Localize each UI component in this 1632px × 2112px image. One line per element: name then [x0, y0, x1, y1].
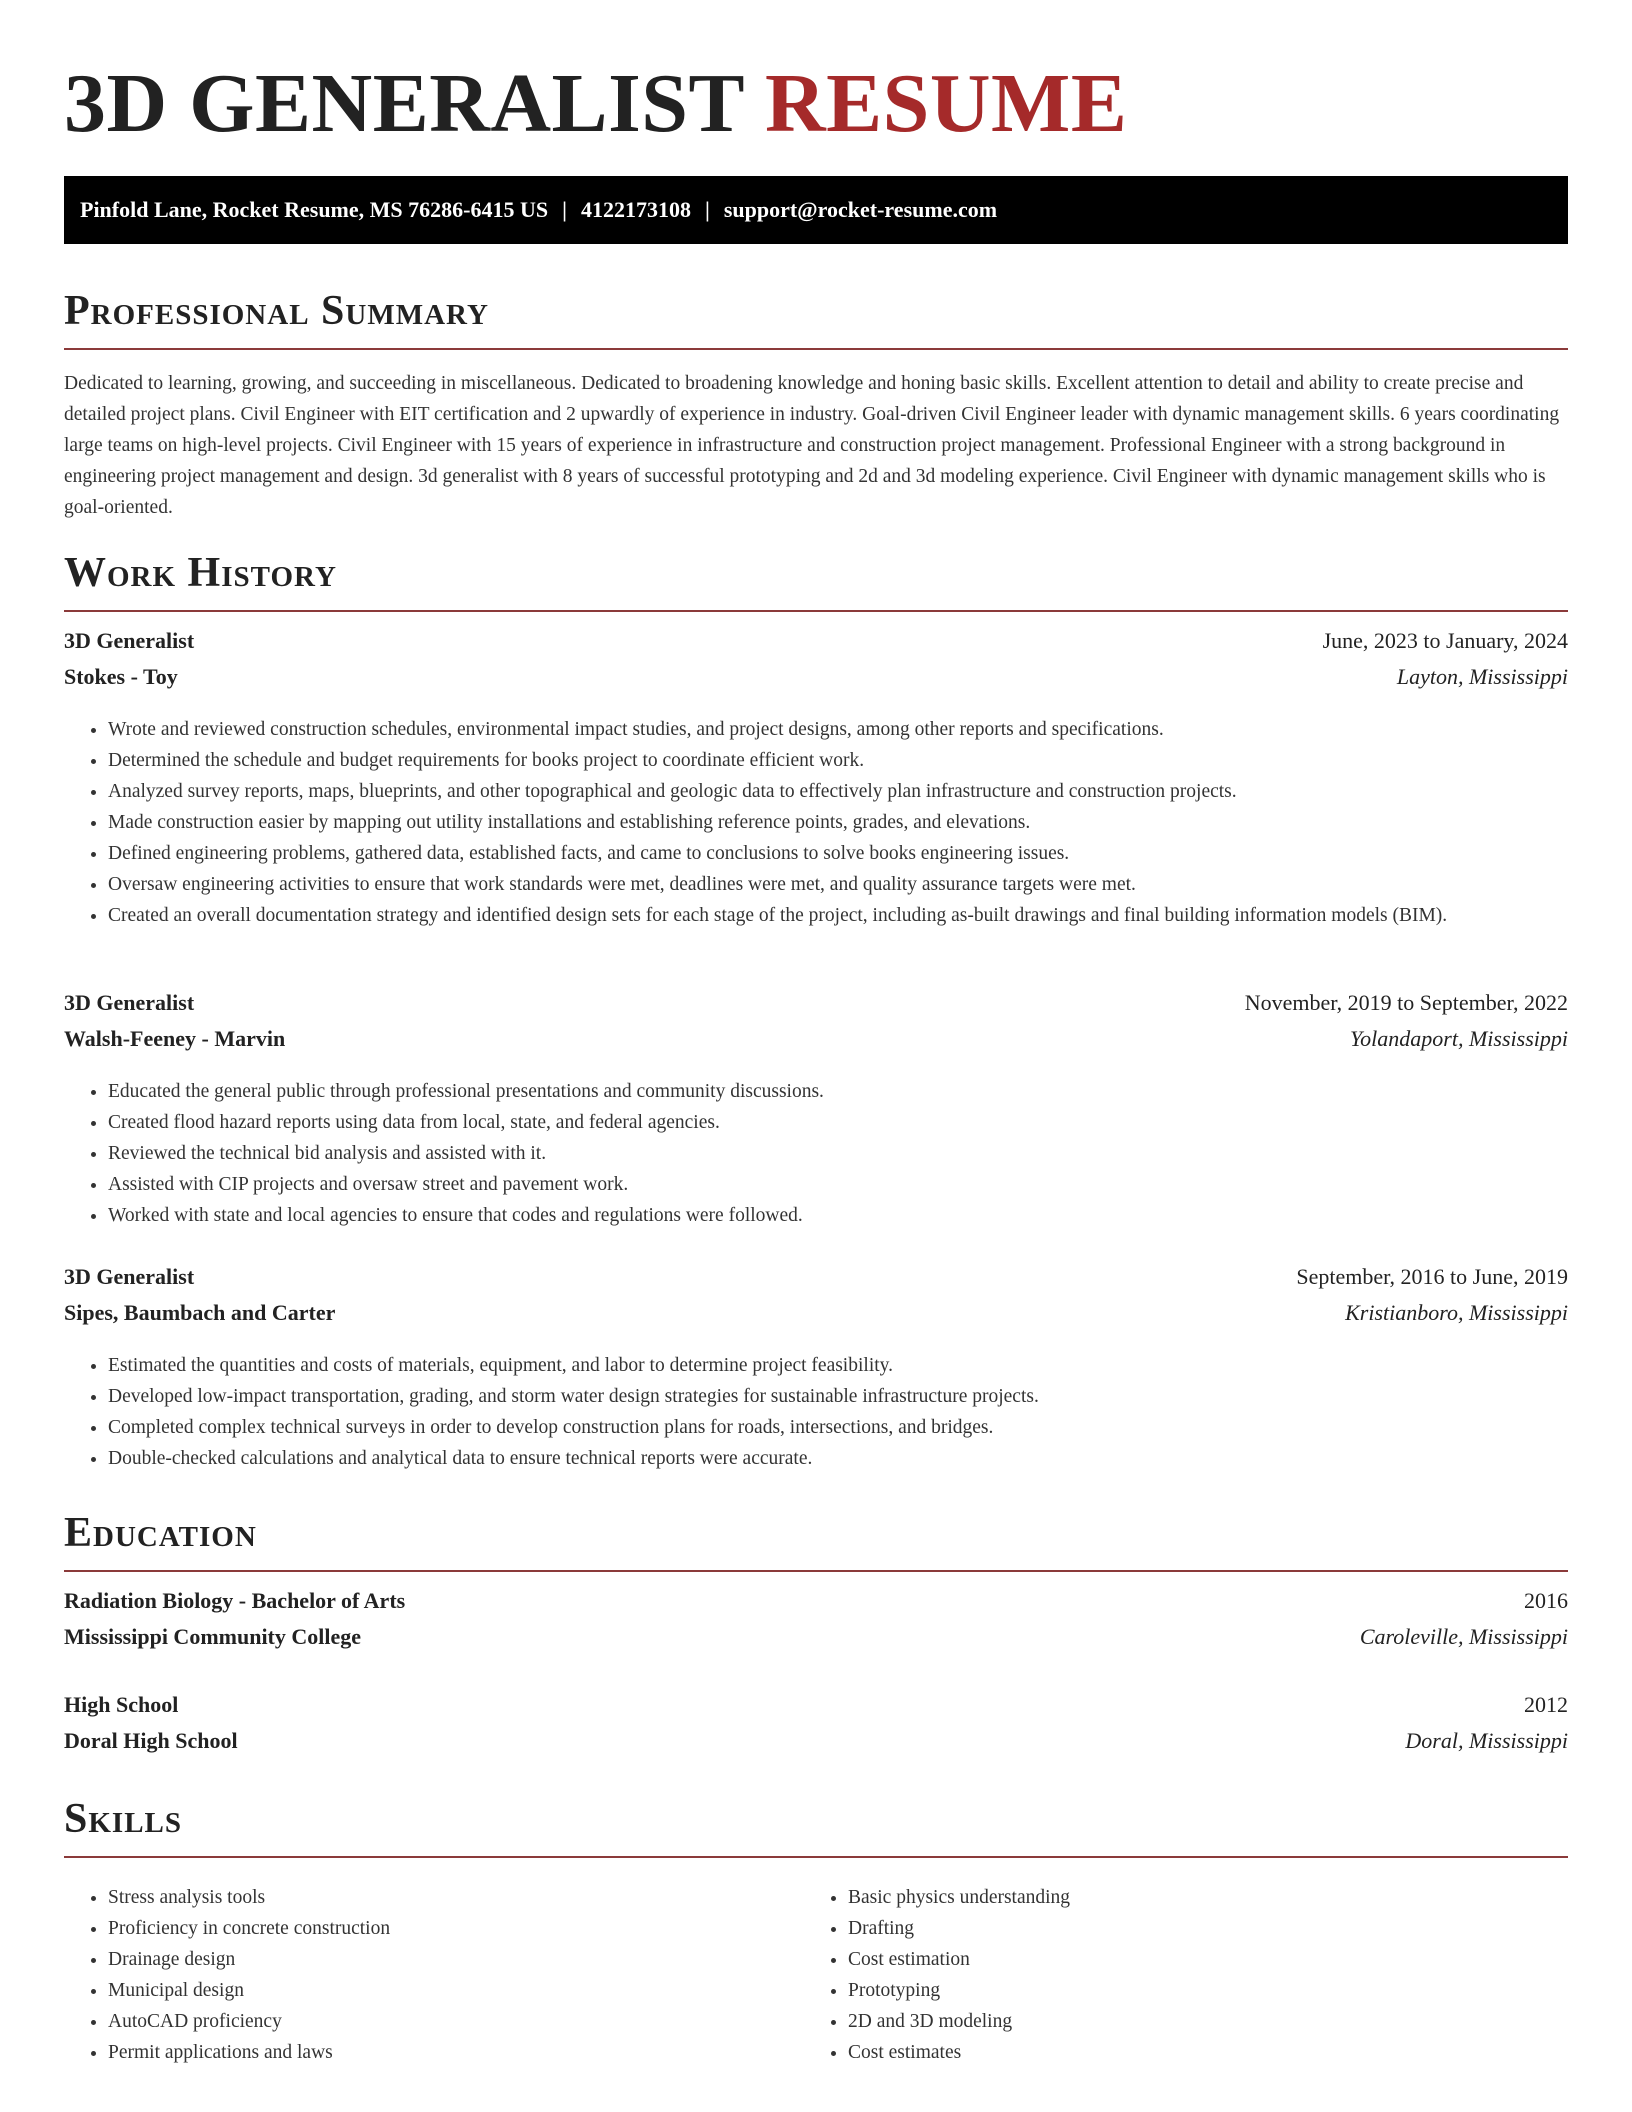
education-year: 2012: [1524, 1692, 1568, 1717]
list-item: • Worked with state and local agencies to ensure that codes and regulations were followed.: [108, 1200, 1568, 1231]
skills-list: [64, 1882, 1568, 2068]
section-heading-summary: Professional Summary: [64, 286, 1568, 350]
summary-text: Dedicated to learning, growing, and succeeding in miscellaneous. Dedicated to broadening knowledge and honing basic skills. Excellent attention to detail and ability to create precise and detailed project plans. Civil Engineer with EIT certification and 2 upwardly of experience in industry. Goal-driven Civil Engineer leader with dynamic management skills. 6 years coordinating large teams on high-level projects. Civil Engineer with 15 years of experience in infrastructure and construction project management. Professional Engineer with a strong background in engineering project management and design. 3d generalist with 8 years of successful prototyping and 2d and 3d modeling experience. Civil Engineer with dynamic management skills who is goal-oriented.: [64, 373, 1560, 518]
section-heading-education: Education: [64, 1508, 1568, 1572]
list-item: • Educated the general public through professional presentations and community discussions.: [108, 1076, 1568, 1107]
skill-item: • Cost estimates: [848, 2037, 1544, 2068]
job-header-row: [64, 1264, 1568, 1300]
job-title: 3D Generalist: [64, 990, 195, 1015]
list-item: • Developed low-impact transportation, grading, and storm water design strategies for sustainable infrastructure projects.: [108, 1381, 1568, 1412]
job-header-row: [64, 628, 1568, 664]
job-dates: June, 2023 to January, 2024: [1322, 628, 1568, 653]
job-dates: September, 2016 to June, 2019: [1296, 1264, 1568, 1289]
job-company-row: [64, 664, 1568, 700]
list-item: • Determined the schedule and budget requirements for books project to coordinate efficient work.: [108, 745, 1568, 776]
contact-phone: 4122173108: [580, 197, 691, 222]
list-item: • Double-checked calculations and analytical data to ensure technical reports were accurate.: [108, 1443, 1568, 1474]
job-company-row: [64, 1300, 1568, 1336]
job-company: Walsh-Feeney - Marvin: [64, 1026, 286, 1051]
contact-email: support@rocket-resume.com: [723, 197, 998, 222]
education-location: Caroleville, Mississippi: [1359, 1624, 1568, 1649]
skill-item: • Basic physics understanding: [848, 1882, 1544, 1913]
job-bullets: [64, 1076, 1568, 1231]
skills-column-left: [64, 1882, 804, 2068]
education-entry: [64, 1588, 1568, 1660]
job-company: Sipes, Baumbach and Carter: [64, 1300, 336, 1325]
education-school-row: [64, 1624, 1568, 1660]
contact-bar: [64, 176, 1568, 244]
list-item: • Created an overall documentation strategy and identified design sets for each stage of the project, including as-built drawings and final building information models (BIM).: [108, 900, 1568, 931]
list-item: • Created flood hazard reports using data from local, state, and federal agencies.: [108, 1107, 1568, 1138]
job-entry: [64, 1264, 1568, 1474]
list-item: • Assisted with CIP projects and oversaw street and pavement work.: [108, 1169, 1568, 1200]
section-heading-work: Work History: [64, 548, 1568, 612]
list-item: • Wrote and reviewed construction schedules, environmental impact studies, and project designs, among other reports and specifications.: [108, 714, 1568, 745]
job-title: 3D Generalist: [64, 1264, 195, 1289]
education-degree: Radiation Biology - Bachelor of Arts: [64, 1588, 406, 1613]
job-location: Yolandaport, Mississippi: [1349, 1026, 1568, 1051]
list-item: • Defined engineering problems, gathered data, established facts, and came to conclusions to solve books engineering issues.: [108, 838, 1568, 869]
skill-item: • Stress analysis tools: [108, 1882, 804, 1913]
education-entry: [64, 1692, 1568, 1764]
education-location: Doral, Mississippi: [1405, 1728, 1568, 1753]
skill-item: • Prototyping: [848, 1975, 1544, 2006]
skill-item: • Drafting: [848, 1913, 1544, 1944]
list-item: • Estimated the quantities and costs of materials, equipment, and labor to determine project feasibility.: [108, 1350, 1568, 1381]
job-location: Layton, Mississippi: [1396, 664, 1568, 689]
list-item: • Analyzed survey reports, maps, blueprints, and other topographical and geologic data to effectively plan infrastructure and construction projects.: [108, 776, 1568, 807]
job-entry: [64, 990, 1568, 1231]
job-bullets: [64, 714, 1568, 931]
title-main: 3D GENERALIST: [64, 57, 744, 150]
skill-item: • Drainage design: [108, 1944, 804, 1975]
list-item: • Reviewed the technical bid analysis and assisted with it.: [108, 1138, 1568, 1169]
job-company: Stokes - Toy: [64, 664, 178, 689]
education-year: 2016: [1524, 1588, 1568, 1613]
contact-address: Pinfold Lane, Rocket Resume, MS 76286-6415 US: [80, 197, 549, 222]
title-accent: RESUME: [764, 57, 1128, 150]
education-degree: High School: [64, 1692, 179, 1717]
job-title: 3D Generalist: [64, 628, 195, 653]
job-company-row: [64, 1026, 1568, 1062]
skill-item: • Proficiency in concrete construction: [108, 1913, 804, 1944]
job-entry: [64, 628, 1568, 931]
education-school-row: [64, 1728, 1568, 1764]
job-header-row: [64, 990, 1568, 1026]
skill-item: • Municipal design: [108, 1975, 804, 2006]
section-heading-skills: Skills: [64, 1794, 1568, 1858]
education-header-row: [64, 1588, 1568, 1624]
education-school: Mississippi Community College: [64, 1624, 362, 1649]
job-bullets: [64, 1350, 1568, 1474]
resume-title: [64, 56, 1127, 152]
contact-separator: |: [704, 197, 710, 222]
job-location: Kristianboro, Mississippi: [1345, 1300, 1568, 1325]
skill-item: • 2D and 3D modeling: [848, 2006, 1544, 2037]
list-item: • Made construction easier by mapping out utility installations and establishing reference points, grades, and elevations.: [108, 807, 1568, 838]
education-header-row: [64, 1692, 1568, 1728]
skills-column-right: [804, 1882, 1544, 2068]
contact-separator: |: [562, 197, 567, 222]
skill-item: • AutoCAD proficiency: [108, 2006, 804, 2037]
job-dates: November, 2019 to September, 2022: [1244, 990, 1568, 1015]
list-item: • Oversaw engineering activities to ensure that work standards were met, deadlines were met, and quality assurance targets were met.: [108, 869, 1568, 900]
education-school: Doral High School: [64, 1728, 238, 1753]
skill-item: • Cost estimation: [848, 1944, 1544, 1975]
list-item: • Completed complex technical surveys in order to develop construction plans for roads, intersections, and bridges.: [108, 1412, 1568, 1443]
skill-item: • Permit applications and laws: [108, 2037, 804, 2068]
